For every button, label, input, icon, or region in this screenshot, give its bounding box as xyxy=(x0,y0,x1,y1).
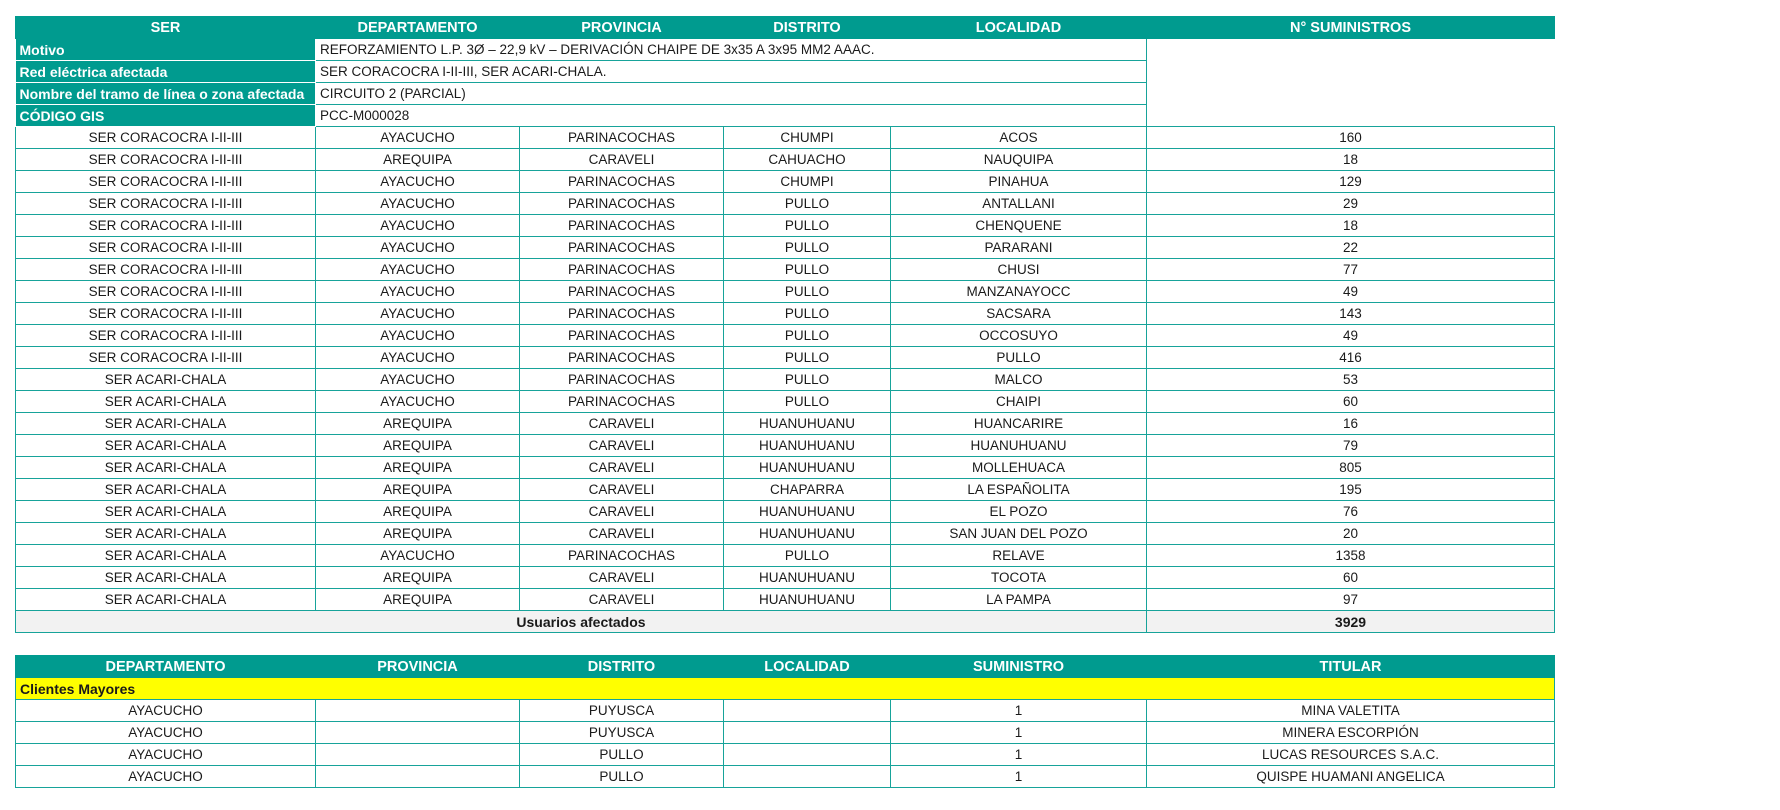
table-row xyxy=(16,523,1555,545)
table-cell: 20 xyxy=(1147,523,1555,545)
table-cell: PULLO xyxy=(724,347,891,369)
table-cell: PUYUSCA xyxy=(520,722,724,744)
table-cell: SER ACARI-CHALA xyxy=(16,435,316,457)
table-cell: 143 xyxy=(1147,303,1555,325)
table-cell: MINERA ESCORPIÓN xyxy=(1147,722,1555,744)
table-cell: AREQUIPA xyxy=(316,479,520,501)
table-row xyxy=(16,149,1555,171)
table-cell xyxy=(316,744,520,766)
table-cell: PARINACOCHAS xyxy=(520,347,724,369)
table-cell: AREQUIPA xyxy=(316,457,520,479)
table-cell: MANZANAYOCC xyxy=(891,281,1147,303)
column-header: DEPARTAMENTO xyxy=(316,17,520,39)
affected-supply-table xyxy=(15,16,1555,633)
table-cell: PULLO xyxy=(724,237,891,259)
empty-cell xyxy=(1147,61,1555,83)
table-row xyxy=(16,281,1555,303)
table-cell: 77 xyxy=(1147,259,1555,281)
table-cell: SER ACARI-CHALA xyxy=(16,523,316,545)
table-cell: 1 xyxy=(891,722,1147,744)
table-cell: AYACUCHO xyxy=(316,391,520,413)
table-row xyxy=(16,325,1555,347)
table-cell: CARAVELI xyxy=(520,413,724,435)
table-cell: 160 xyxy=(1147,127,1555,149)
table-cell: SER CORACOCRA I-II-III xyxy=(16,127,316,149)
table-cell xyxy=(316,700,520,722)
table-cell: SER ACARI-CHALA xyxy=(16,501,316,523)
table-cell: TOCOTA xyxy=(891,567,1147,589)
table-cell: SER CORACOCRA I-II-III xyxy=(16,149,316,171)
table-cell: PULLO xyxy=(520,744,724,766)
table-cell: 18 xyxy=(1147,149,1555,171)
table-cell: PARINACOCHAS xyxy=(520,391,724,413)
table-cell: AREQUIPA xyxy=(316,501,520,523)
table-cell: SER ACARI-CHALA xyxy=(16,545,316,567)
table-cell: AYACUCHO xyxy=(16,700,316,722)
column-header: DISTRITO xyxy=(724,17,891,39)
table-cell: PULLO xyxy=(724,325,891,347)
table-cell: PULLO xyxy=(724,391,891,413)
table-cell: AREQUIPA xyxy=(316,523,520,545)
table-cell xyxy=(316,722,520,744)
table-row xyxy=(16,171,1555,193)
table-cell: SER ACARI-CHALA xyxy=(16,479,316,501)
table-cell: CHUMPI xyxy=(724,127,891,149)
table-cell: CARAVELI xyxy=(520,149,724,171)
empty-cell xyxy=(1147,39,1555,61)
table-cell: SER ACARI-CHALA xyxy=(16,457,316,479)
column-header: PROVINCIA xyxy=(316,656,520,678)
info-row xyxy=(16,39,1555,61)
info-value: REFORZAMIENTO L.P. 3Ø – 22,9 kV – DERIVACIÓN CHAIPE DE 3x35 A 3x95 MM2 AAAC. xyxy=(316,39,1147,61)
main-table-body xyxy=(16,127,1555,611)
table-cell: 97 xyxy=(1147,589,1555,611)
column-header: DISTRITO xyxy=(520,656,724,678)
table-cell: SER CORACOCRA I-II-III xyxy=(16,171,316,193)
info-label: Motivo xyxy=(16,39,316,61)
table-cell: HUANUHUANU xyxy=(724,435,891,457)
table-cell: 1 xyxy=(891,700,1147,722)
table-cell: AYACUCHO xyxy=(16,722,316,744)
table-cell: AYACUCHO xyxy=(316,347,520,369)
table-cell: CARAVELI xyxy=(520,457,724,479)
table-cell: PARARANI xyxy=(891,237,1147,259)
table-cell: CHENQUENE xyxy=(891,215,1147,237)
table-cell: SER CORACOCRA I-II-III xyxy=(16,303,316,325)
table-cell: PARINACOCHAS xyxy=(520,215,724,237)
table-cell: CARAVELI xyxy=(520,479,724,501)
table-cell: SER CORACOCRA I-II-III xyxy=(16,325,316,347)
column-header: LOCALIDAD xyxy=(724,656,891,678)
table-cell: AYACUCHO xyxy=(316,303,520,325)
table-cell xyxy=(724,722,891,744)
table-cell: SER CORACOCRA I-II-III xyxy=(16,281,316,303)
table-cell: 60 xyxy=(1147,567,1555,589)
major-clients-table xyxy=(15,655,1555,788)
table-cell: 1 xyxy=(891,766,1147,788)
table-row xyxy=(16,127,1555,149)
table-cell: 53 xyxy=(1147,369,1555,391)
info-label: Red eléctrica afectada xyxy=(16,61,316,83)
table-cell: 1 xyxy=(891,744,1147,766)
table-cell: PULLO xyxy=(724,369,891,391)
column-header: SER xyxy=(16,17,316,39)
table-cell: 76 xyxy=(1147,501,1555,523)
table-cell: ANTALLANI xyxy=(891,193,1147,215)
empty-cell xyxy=(1147,83,1555,105)
empty-cell xyxy=(1147,105,1555,127)
table-cell: PULLO xyxy=(724,303,891,325)
table-cell: PARINACOCHAS xyxy=(520,545,724,567)
main-header-row xyxy=(16,17,1555,39)
column-header: LOCALIDAD xyxy=(891,17,1147,39)
table-cell: HUANUHUANU xyxy=(724,501,891,523)
table-cell: SER CORACOCRA I-II-III xyxy=(16,347,316,369)
table-cell: SACSARA xyxy=(891,303,1147,325)
table-cell: AYACUCHO xyxy=(316,127,520,149)
table-cell: AYACUCHO xyxy=(316,281,520,303)
table-cell: HUANUHUANU xyxy=(724,589,891,611)
table-cell: PULLO xyxy=(724,545,891,567)
table-cell: 18 xyxy=(1147,215,1555,237)
table-cell: PULLO xyxy=(724,259,891,281)
table-row xyxy=(16,567,1555,589)
table-row xyxy=(16,237,1555,259)
table-cell: PINAHUA xyxy=(891,171,1147,193)
table-cell: 22 xyxy=(1147,237,1555,259)
table-cell: PARINACOCHAS xyxy=(520,303,724,325)
table-cell: PULLO xyxy=(724,281,891,303)
table-cell: PULLO xyxy=(520,766,724,788)
table-cell: NAUQUIPA xyxy=(891,149,1147,171)
table-row xyxy=(16,545,1555,567)
table-cell: SER ACARI-CHALA xyxy=(16,567,316,589)
table-cell: LA PAMPA xyxy=(891,589,1147,611)
column-header: TITULAR xyxy=(1147,656,1555,678)
table-row xyxy=(16,589,1555,611)
clients-table-body xyxy=(16,700,1555,788)
table-cell: AYACUCHO xyxy=(316,171,520,193)
table-cell: SER ACARI-CHALA xyxy=(16,369,316,391)
table-cell: MINA VALETITA xyxy=(1147,700,1555,722)
table-cell: RELAVE xyxy=(891,545,1147,567)
table-cell: AYACUCHO xyxy=(16,766,316,788)
table-cell: SER CORACOCRA I-II-III xyxy=(16,237,316,259)
table-cell: MOLLEHUACA xyxy=(891,457,1147,479)
table-cell: CARAVELI xyxy=(520,523,724,545)
table-cell: CHAPARRA xyxy=(724,479,891,501)
table-cell: AREQUIPA xyxy=(316,567,520,589)
table-cell: PARINACOCHAS xyxy=(520,259,724,281)
info-section xyxy=(16,39,1555,127)
table-row xyxy=(16,479,1555,501)
table-cell: AREQUIPA xyxy=(316,435,520,457)
table-cell: CARAVELI xyxy=(520,501,724,523)
table-cell: CARAVELI xyxy=(520,435,724,457)
table-row xyxy=(16,259,1555,281)
info-row xyxy=(16,105,1555,127)
table-row xyxy=(16,193,1555,215)
table-cell: HUANUHUANU xyxy=(724,523,891,545)
info-value: PCC-M000028 xyxy=(316,105,1147,127)
table-cell: HUANUHUANU xyxy=(724,413,891,435)
table-cell: PUYUSCA xyxy=(520,700,724,722)
table-cell: CHUSI xyxy=(891,259,1147,281)
table-cell: MALCO xyxy=(891,369,1147,391)
table-cell: SER CORACOCRA I-II-III xyxy=(16,259,316,281)
table-cell: HUANUHUANU xyxy=(891,435,1147,457)
total-label: Usuarios afectados xyxy=(16,611,1147,633)
table-cell: AYACUCHO xyxy=(316,215,520,237)
table-cell: 49 xyxy=(1147,325,1555,347)
info-row xyxy=(16,83,1555,105)
table-cell: CARAVELI xyxy=(520,589,724,611)
table-cell: CAHUACHO xyxy=(724,149,891,171)
table-cell: SER ACARI-CHALA xyxy=(16,413,316,435)
table-cell: QUISPE HUAMANI ANGELICA xyxy=(1147,766,1555,788)
table-cell: PULLO xyxy=(891,347,1147,369)
table-cell: 16 xyxy=(1147,413,1555,435)
table-cell: AREQUIPA xyxy=(316,149,520,171)
column-header: N° SUMINISTROS xyxy=(1147,17,1555,39)
table-cell: HUANUHUANU xyxy=(724,567,891,589)
table-row xyxy=(16,435,1555,457)
total-row xyxy=(16,611,1555,633)
table-cell: PARINACOCHAS xyxy=(520,369,724,391)
table-cell: 29 xyxy=(1147,193,1555,215)
info-label: CÓDIGO GIS xyxy=(16,105,316,127)
info-row xyxy=(16,61,1555,83)
table-cell: 1358 xyxy=(1147,545,1555,567)
table-cell: SER CORACOCRA I-II-III xyxy=(16,215,316,237)
table-cell: LUCAS RESOURCES S.A.C. xyxy=(1147,744,1555,766)
table-cell: CHUMPI xyxy=(724,171,891,193)
table-row xyxy=(16,501,1555,523)
clients-header-row xyxy=(16,656,1555,678)
column-header: DEPARTAMENTO xyxy=(16,656,316,678)
spreadsheet xyxy=(15,16,1555,788)
table-cell: 416 xyxy=(1147,347,1555,369)
table-cell xyxy=(724,700,891,722)
table-row xyxy=(16,457,1555,479)
table-row xyxy=(16,347,1555,369)
table-cell: SER ACARI-CHALA xyxy=(16,391,316,413)
table-cell: ACOS xyxy=(891,127,1147,149)
table-row xyxy=(16,303,1555,325)
table-cell: CHAIPI xyxy=(891,391,1147,413)
table-cell xyxy=(316,766,520,788)
table-cell: PARINACOCHAS xyxy=(520,325,724,347)
column-header: SUMINISTRO xyxy=(891,656,1147,678)
table-cell: AYACUCHO xyxy=(316,193,520,215)
table-cell: 60 xyxy=(1147,391,1555,413)
table-cell: PARINACOCHAS xyxy=(520,193,724,215)
table-cell: PULLO xyxy=(724,215,891,237)
table-cell: PARINACOCHAS xyxy=(520,237,724,259)
info-value: SER CORACOCRA I-II-III, SER ACARI-CHALA. xyxy=(316,61,1147,83)
table-cell: 195 xyxy=(1147,479,1555,501)
clients-title: Clientes Mayores xyxy=(16,678,1555,700)
table-cell: AYACUCHO xyxy=(316,369,520,391)
table-cell: AREQUIPA xyxy=(316,589,520,611)
table-cell: 129 xyxy=(1147,171,1555,193)
table-cell: AREQUIPA xyxy=(316,413,520,435)
table-cell: PARINACOCHAS xyxy=(520,171,724,193)
table-cell xyxy=(724,744,891,766)
table-cell: PARINACOCHAS xyxy=(520,281,724,303)
table-cell: 805 xyxy=(1147,457,1555,479)
table-row xyxy=(16,766,1555,788)
table-cell: SAN JUAN DEL POZO xyxy=(891,523,1147,545)
info-label: Nombre del tramo de línea o zona afectada xyxy=(16,83,316,105)
table-cell: AYACUCHO xyxy=(316,545,520,567)
table-row xyxy=(16,391,1555,413)
table-cell: PULLO xyxy=(724,193,891,215)
table-cell: AYACUCHO xyxy=(316,259,520,281)
table-cell: HUANCARIRE xyxy=(891,413,1147,435)
table-cell: AYACUCHO xyxy=(16,744,316,766)
table-cell: AYACUCHO xyxy=(316,237,520,259)
table-row xyxy=(16,722,1555,744)
table-cell: PARINACOCHAS xyxy=(520,127,724,149)
table-cell: HUANUHUANU xyxy=(724,457,891,479)
table-cell: SER CORACOCRA I-II-III xyxy=(16,193,316,215)
table-cell: AYACUCHO xyxy=(316,325,520,347)
table-cell xyxy=(724,766,891,788)
table-cell: 49 xyxy=(1147,281,1555,303)
table-row xyxy=(16,369,1555,391)
total-value: 3929 xyxy=(1147,611,1555,633)
clients-title-row xyxy=(16,678,1555,700)
table-row xyxy=(16,215,1555,237)
table-cell: LA ESPAÑOLITA xyxy=(891,479,1147,501)
table-row xyxy=(16,413,1555,435)
column-header: PROVINCIA xyxy=(520,17,724,39)
table-cell: OCCOSUYO xyxy=(891,325,1147,347)
info-value: CIRCUITO 2 (PARCIAL) xyxy=(316,83,1147,105)
table-row xyxy=(16,744,1555,766)
table-cell: 79 xyxy=(1147,435,1555,457)
table-cell: EL POZO xyxy=(891,501,1147,523)
table-row xyxy=(16,700,1555,722)
table-cell: CARAVELI xyxy=(520,567,724,589)
table-cell: SER ACARI-CHALA xyxy=(16,589,316,611)
